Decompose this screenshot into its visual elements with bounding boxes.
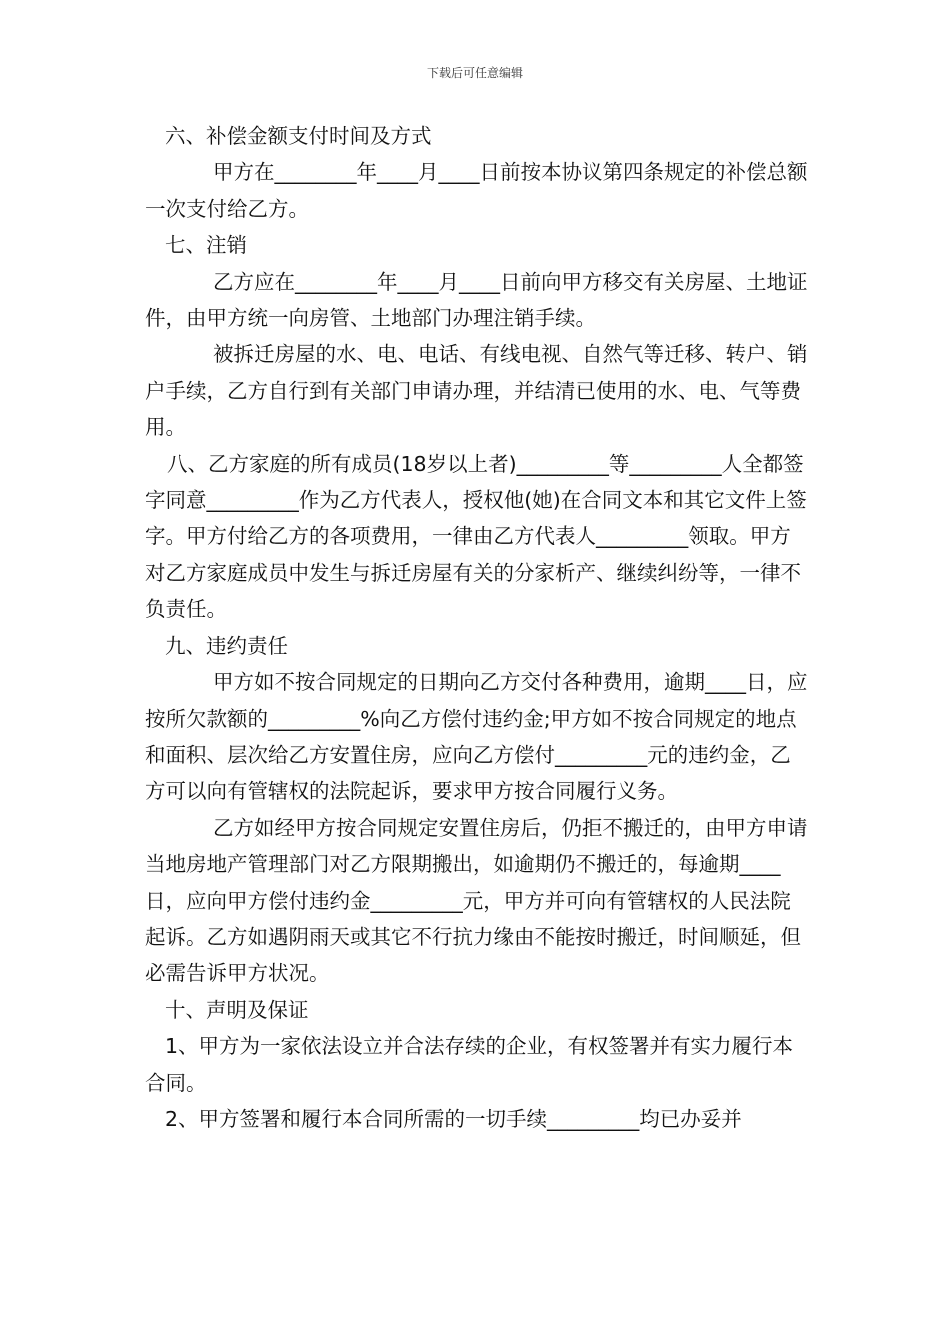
page-header: 下载后可任意编辑: [426, 66, 523, 80]
section-6-heading: 六、补偿金额支付时间及方式: [165, 124, 432, 148]
section-8-paragraph: 八、乙方家庭的所有成员(18岁以上者)_________等_________人全都签字同意_________作为乙方代表人，授权他(她)在合同文本和其它文件上签字。甲方付给乙方的各项费用，一律由乙方代表人_________领取。甲方对乙方家庭成员中发生与拆迁房屋有关的分家析产、继续纠纷等，一律不负责任。: [145, 451, 807, 622]
section-7-heading: 七、注销: [165, 233, 247, 258]
section-9-heading: 九、违约责任: [165, 633, 288, 658]
section-7-paragraph-2: 被拆迁房屋的水、电、电话、有线电视、自然气等迁移、转户、销户手续，乙方自行到有关部门申请办理，并结清已使用的水、电、气等费用。: [145, 342, 808, 440]
document-body: [145, 118, 810, 1137]
section-10-item-1: 1、甲方为一家依法设立并合法存续的企业，有权签署并有实力履行本合同。: [145, 1034, 794, 1095]
section-10-item-2: 2、甲方签署和履行本合同所需的一切手续_________均已办妥并: [165, 1106, 742, 1131]
section-7-paragraph-1: 乙方应在________年____月____日前向甲方移交有关房屋、土地证件，由甲方统一向房管、土地部门办理注销手续。: [145, 269, 808, 331]
section-9-paragraph-1: 甲方如不按合同规定的日期向乙方交付各种费用，逾期____日，应按所欠款额的_________%向乙方偿付违约金;甲方如不按合同规定的地点和面积、层次给乙方安置住房，应向乙方偿付_________元的违约金，乙方可以向有管辖权的法院起诉，要求甲方按合同履行义务。: [145, 670, 808, 804]
section-6-paragraph: 甲方在________年____月____日前按本协议第四条规定的补偿总额一次支付给乙方。: [145, 160, 808, 221]
section-9-paragraph-2: 乙方如经甲方按合同规定安置住房后，仍拒不搬迁的，由甲方申请当地房地产管理部门对乙方限期搬出，如逾期仍不搬迁的，每逾期____日，应向甲方偿付违约金_________元，甲方并可向有管辖权的人民法院起诉。乙方如遇阴雨天或其它不行抗力缘由不能按时搬迁，时间顺延，但必需告诉甲方状况。: [145, 815, 808, 986]
section-10-heading: 十、声明及保证: [165, 997, 309, 1022]
